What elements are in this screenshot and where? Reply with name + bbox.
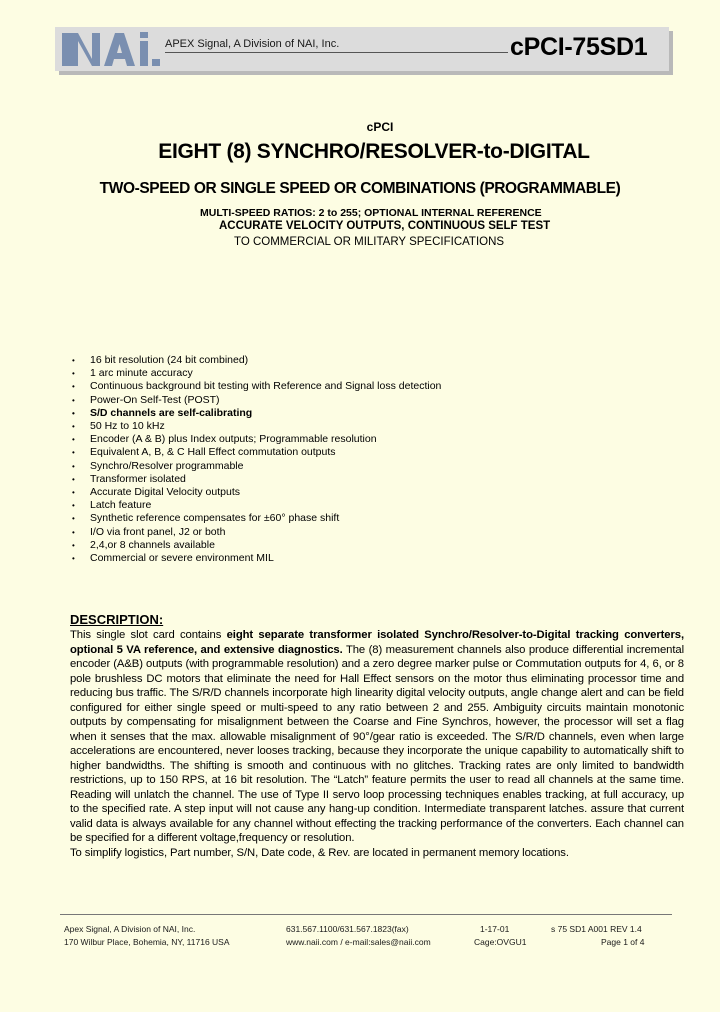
feature-item: • Synchro/Resolver programmable	[72, 460, 441, 473]
feature-item: • Encoder (A & B) plus Index outputs; Programmable resolution	[72, 433, 441, 446]
footer-email: / e-mail:sales@naii.com	[337, 937, 431, 947]
footer-cage: Cage:OVGU1	[474, 937, 527, 947]
feature-item: • 2,4,or 8 channels available	[72, 539, 441, 552]
description-body	[70, 628, 684, 860]
footer-contact	[286, 937, 431, 947]
model-number: cPCI-75SD1	[510, 33, 648, 61]
nai-logo	[60, 29, 164, 69]
description-bold-text: eight separate transformer isolated Synchro/Resolver-to-Digital tracking converters, optional 5 VA reference, and extensive diagnostics.	[70, 629, 685, 656]
footer-web-link[interactable]: www.naii.com	[286, 937, 338, 947]
subtitle-velocity: ACCURATE VELOCITY OUTPUTS, CONTINUOUS SELF TEST	[219, 220, 551, 232]
page-title: EIGHT (8) SYNCHRO/RESOLVER-to-DIGITAL	[158, 140, 590, 163]
footer-doc-rev: s 75 SD1 A001 REV 1.4	[551, 924, 642, 934]
description-paragraph	[70, 628, 684, 846]
feature-item: • Commercial or severe environment MIL	[72, 552, 441, 565]
subtitle-specs: TO COMMERCIAL OR MILITARY SPECIFICATIONS	[234, 236, 505, 248]
description-heading: DESCRIPTION:	[70, 612, 164, 627]
feature-list	[72, 354, 441, 565]
footer-address: 170 Wilbur Place, Bohemia, NY, 11716 USA	[64, 937, 230, 947]
feature-item: • Synthetic reference compensates for ±60° phase shift	[72, 512, 441, 525]
feature-item: • 1 arc minute accuracy	[72, 367, 441, 380]
feature-item: • 50 Hz to 10 kHz	[72, 420, 441, 433]
description-text: This single slot card contains	[70, 629, 227, 641]
feature-item: • Equivalent A, B, & C Hall Effect commutation outputs	[72, 446, 441, 459]
feature-item: • Transformer isolated	[72, 473, 441, 486]
feature-item: • Continuous background bit testing with Reference and Signal loss detection	[72, 380, 441, 393]
footer-company: Apex Signal, A Division of NAI, Inc.	[64, 924, 196, 934]
footer-rule	[60, 914, 672, 915]
feature-item: • Accurate Digital Velocity outputs	[72, 486, 441, 499]
feature-item: • Latch feature	[72, 499, 441, 512]
title-cpci: cPCI	[366, 120, 394, 134]
footer-phone: 631.567.1100/631.567.1823(fax)	[286, 924, 409, 934]
company-line: APEX Signal, A Division of NAI, Inc.	[165, 38, 340, 50]
feature-item: • Power-On Self-Test (POST)	[72, 394, 441, 407]
feature-item: • I/O via front panel, J2 or both	[72, 526, 441, 539]
description-paragraph: To simplify logistics, Part number, S/N, Date code, & Rev. are located in permanent memory locations.	[70, 846, 569, 859]
header-rule	[165, 52, 508, 53]
subtitle-speed: TWO-SPEED OR SINGLE SPEED OR COMBINATIONS (PROGRAMMABLE)	[99, 180, 621, 197]
footer-date: 1-17-01	[480, 924, 510, 934]
feature-item: • S/D channels are self-calibrating	[72, 407, 441, 420]
description-text: The (8) measurement channels also produce differential incremental encoder (A&B) outputs (with programmable resolution) and a zero degree marker pulse or Commutation outputs for 4, 6, or 8 pole brushless DC motors that eliminate the need for Hall Effect sensors on the motor thus eliminating processor time and reducing bus traffic. The S/R/D channels incorporate high linearity digital velocity outputs, angle change alert and can be field configured for either single speed or multi-speed to any ratio between 2 and 255. Ambiguity circuits maintain monotonic outputs by compensating for misalignment between the Coarse and Fine Synchros, however, the processor will set a flag when it senses that the max. allowable misalignment of 90°/gear ratio is exceeded. The S/R/D channels, even when large accelerations are encountered, never looses tracking, because they incorporate the unique capability to automatically shift to higher bandwidths. The shifting is smooth and continuous with no glitches. Tracking rates are only limited to bandwidth restrictions, up to 150 RPS, at 16 bit resolution. The “Latch” feature permits the user to read all channels at the same time. Reading will unlatch the channel. The use of Type II servo loop processing techniques enables tracking, at full accuracy, up to the specified rate. A step input will not cause any hang-up condition. Intermediate transparent latches. assure that current valid data is always available for any channel without effecting the tracking performance of the converters. Each channel can be specified for a different voltage,frequency or resolution.	[70, 643, 684, 844]
feature-item: • 16 bit resolution (24 bit combined)	[72, 354, 441, 367]
footer-page: Page 1 of 4	[601, 937, 645, 947]
subtitle-ratios: MULTI-SPEED RATIOS: 2 to 255; OPTIONAL INTERNAL REFERENCE	[200, 207, 542, 219]
